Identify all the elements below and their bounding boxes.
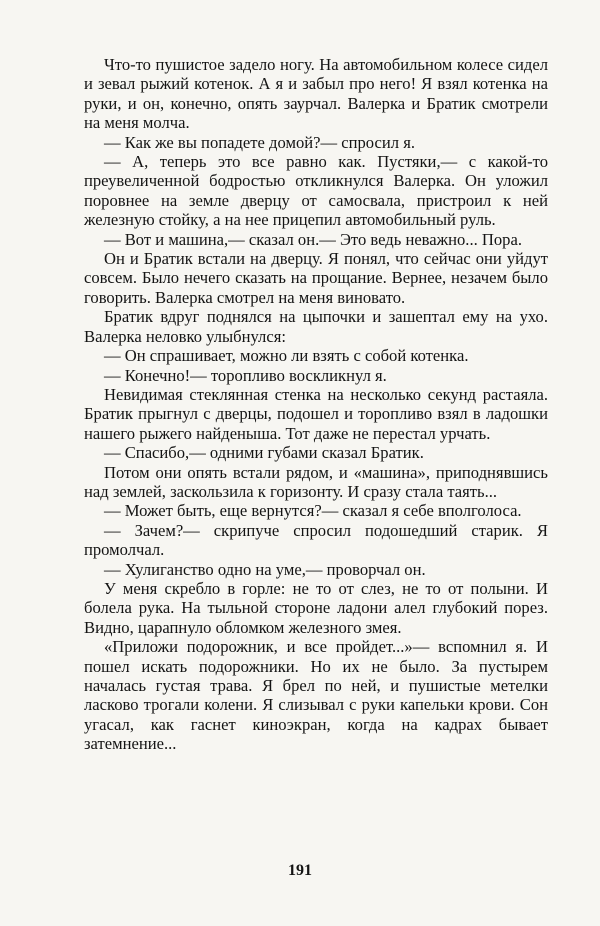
paragraph: — Может быть, еще вернутся?— сказал я себе вполголоса.: [104, 501, 522, 521]
paragraph: — Хулиганство одно на уме,— проворчал он.: [104, 559, 426, 579]
paragraph: Потом они опять встали рядом, и «машина», приподнявшись над землей, заскользила к горизонту. И сразу стала таять...: [84, 462, 548, 501]
paragraph: — Вот и машина,— сказал он.— Это ведь неважно... Пора.: [104, 229, 522, 249]
paragraph: — Зачем?— скрипуче спросил подошедший старик. Я промолчал.: [84, 520, 548, 560]
paragraph: «Приложи подорожник, и все пройдет...»— вспомнил я. И пошел искать подорожники. Но их не было. За пустырем началась густая трава. Я брел по ней, и пушистые метелки ласково трогали колени. Я слизывал с руки капельки крови. Сон угасал, как гаснет киноэкран, когда на кадрах бывает затемнение...: [84, 637, 548, 754]
paragraph: Он и Братик встали на дверцу. Я понял, что сейчас они уйдут совсем. Было нечего сказать на прощание. Вернее, незачем было говорить. Валерка смотрел на меня виновато.: [84, 249, 548, 307]
page-number: 191: [288, 862, 312, 879]
paragraph: Братик вдруг поднялся на цыпочки и зашептал ему на ухо. Валерка неловко улыбнулся:: [84, 307, 548, 346]
paragraph: — Он спрашивает, можно ли взять с собой котенка.: [104, 346, 469, 366]
paragraph: — Конечно!— торопливо воскликнул я.: [104, 365, 387, 385]
body-text: [84, 55, 548, 754]
paragraph: — А, теперь это все равно как. Пустяки,— с какой-то преувеличенной бодростью откликнулся Валерка. Он уложил поровнее на земле дверцу от самосвала, пристроил к ней железную стойку, а на нее прицепил автомобильный руль.: [84, 152, 548, 230]
paragraph: У меня скребло в горле: не то от слез, не то от полыни. И болела рука. На тыльной стороне ладони алел глубокий порез. Видно, царапнуло обломком железного змея.: [84, 578, 548, 637]
paragraph: Что-то пушистое задело ногу. На автомобильном колесе сидел и зевал рыжий котенок. А я и забыл про него! Я взял котенка на руки, и он, конечно, опять заурчал. Валерка и Братик смотрели на меня молча.: [84, 55, 548, 133]
paragraph: Невидимая стеклянная стенка на несколько секунд растаяла. Братик прыгнул с дверцы, подошел и торопливо взял в ладошки нашего рыжего найденыша. Тот даже не перестал урчать.: [84, 384, 548, 443]
paragraph: — Спасибо,— одними губами сказал Братик.: [104, 443, 424, 463]
paragraph: — Как же вы попадете домой?— спросил я.: [104, 132, 415, 152]
